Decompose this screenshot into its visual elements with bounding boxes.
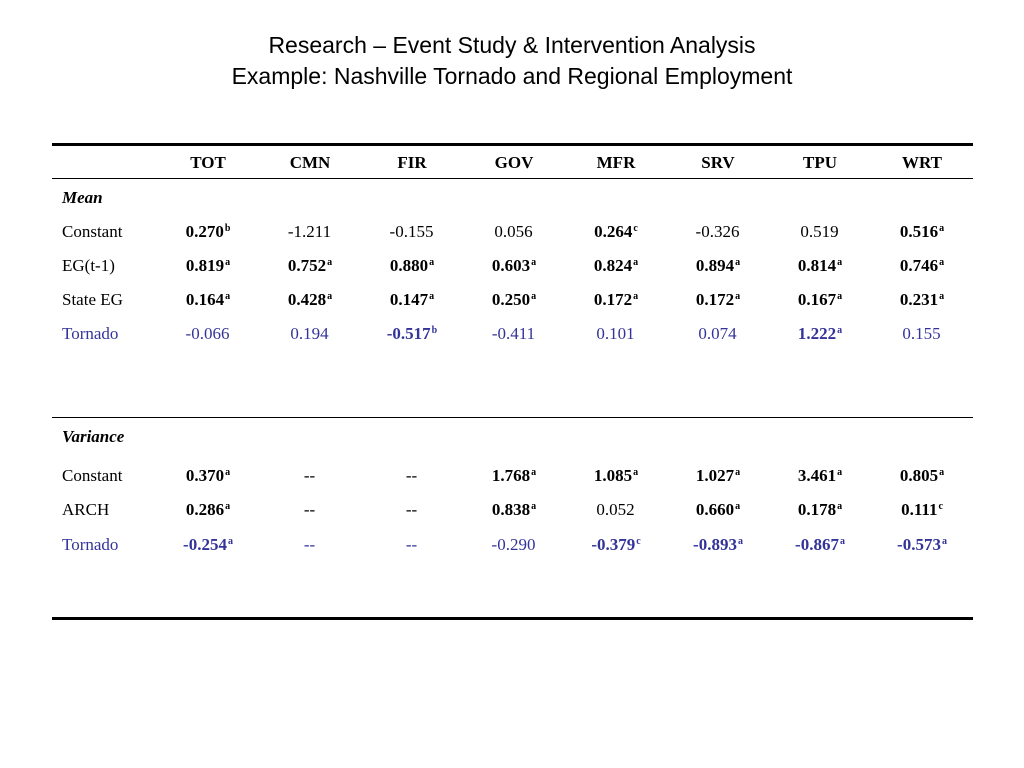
table-cell: -- xyxy=(303,535,316,554)
table-cell: 0.746$^a$ xyxy=(899,256,945,275)
table-cell: -- xyxy=(405,466,418,485)
table-section-rule xyxy=(52,417,973,418)
section-label-variance: Variance xyxy=(62,427,125,446)
table-cell: 0.603$^a$ xyxy=(491,256,537,275)
table-top-rule xyxy=(52,143,973,146)
table-cell: 0.164$^a$ xyxy=(185,290,231,309)
row-label: ARCH xyxy=(62,500,110,519)
table-cell: 0.660$^a$ xyxy=(695,500,741,519)
table-cell: 0.838$^a$ xyxy=(491,500,537,519)
column-header-tot: TOT xyxy=(190,153,226,172)
table-header-rule xyxy=(52,178,973,179)
table-cell: -- xyxy=(303,500,316,519)
table-cell: 0.824$^a$ xyxy=(593,256,639,275)
table-cell: 1.085$^a$ xyxy=(593,466,639,485)
table-cell: -0.867$^a$ xyxy=(795,535,845,554)
table-cell: -0.517$^b$ xyxy=(386,324,438,343)
table-cell: 0.178$^a$ xyxy=(797,500,843,519)
table-cell: 0.805$^a$ xyxy=(899,466,945,485)
table-cell: 0.194 xyxy=(290,324,329,343)
section-label-mean: Mean xyxy=(62,188,103,207)
table-cell: 0.894$^a$ xyxy=(695,256,741,275)
table-cell: -- xyxy=(303,466,316,485)
column-header-srv: SRV xyxy=(701,153,735,172)
column-header-mfr: MFR xyxy=(596,153,636,172)
row-label: EG(t-1) xyxy=(62,256,115,275)
table-cell: 0.286$^a$ xyxy=(185,500,231,519)
column-header-fir: FIR xyxy=(397,153,427,172)
row-label-tornado: Tornado xyxy=(62,324,119,343)
table-cell: -0.893$^a$ xyxy=(693,535,743,554)
table-bottom-rule xyxy=(52,617,973,620)
row-label: Constant xyxy=(62,222,123,241)
table-cell: 0.752$^a$ xyxy=(287,256,333,275)
column-header-gov: GOV xyxy=(494,153,534,172)
table-cell: 0.880$^a$ xyxy=(389,256,435,275)
title-line-2: Example: Nashville Tornado and Regional Employment xyxy=(231,63,793,89)
table-cell: 0.155 xyxy=(902,324,941,343)
table-cell: 0.270$^b$ xyxy=(185,222,231,241)
table-cell: 3.461$^a$ xyxy=(797,466,843,485)
table-cell: -- xyxy=(405,535,418,554)
table-cell: 0.111$^c$ xyxy=(901,500,943,519)
table-cell: -0.411 xyxy=(491,324,536,343)
table-cell: -0.379$^c$ xyxy=(591,535,641,554)
column-header-cmn: CMN xyxy=(289,153,331,172)
table-cell: 0.167$^a$ xyxy=(797,290,843,309)
table-cell: 0.052 xyxy=(596,500,635,519)
table-cell: 0.147$^a$ xyxy=(389,290,435,309)
table-cell: 0.056 xyxy=(494,222,533,241)
column-header-tpu: TPU xyxy=(803,153,837,172)
table-cell: 1.027$^a$ xyxy=(695,466,741,485)
row-label: State EG xyxy=(62,290,123,309)
table-cell: -- xyxy=(405,500,418,519)
table-cell: 1.768$^a$ xyxy=(491,466,537,485)
table-cell: 0.516$^a$ xyxy=(899,222,945,241)
table-cell: -0.155 xyxy=(389,222,434,241)
row-label: Constant xyxy=(62,466,123,485)
title-line-1: Research – Event Study & Intervention Analysis xyxy=(268,32,756,58)
table-cell: 0.231$^a$ xyxy=(899,290,945,309)
row-label-tornado: Tornado xyxy=(62,535,119,554)
table-cell: 0.819$^a$ xyxy=(185,256,231,275)
column-header-wrt: WRT xyxy=(901,153,943,172)
table-cell: -1.211 xyxy=(287,222,332,241)
table-cell: 0.814$^a$ xyxy=(797,256,843,275)
table-cell: -0.326 xyxy=(695,222,740,241)
table-cell: 0.172$^a$ xyxy=(593,290,639,309)
table-cell: 1.222$^a$ xyxy=(797,324,843,343)
table-cell: 0.519 xyxy=(800,222,839,241)
table-cell: -0.573$^a$ xyxy=(897,535,947,554)
table-cell: 0.172$^a$ xyxy=(695,290,741,309)
table-cell: 0.074 xyxy=(698,324,737,343)
table-cell: 0.264$^c$ xyxy=(594,222,638,241)
table-cell: 0.428$^a$ xyxy=(287,290,333,309)
table-cell: 0.370$^a$ xyxy=(185,466,231,485)
table-cell: 0.250$^a$ xyxy=(491,290,537,309)
table-cell: -0.254$^a$ xyxy=(183,535,233,554)
table-cell: -0.066 xyxy=(185,324,230,343)
table-cell: 0.101 xyxy=(596,324,635,343)
table-cell: -0.290 xyxy=(491,535,536,554)
slide-title xyxy=(0,30,1024,92)
